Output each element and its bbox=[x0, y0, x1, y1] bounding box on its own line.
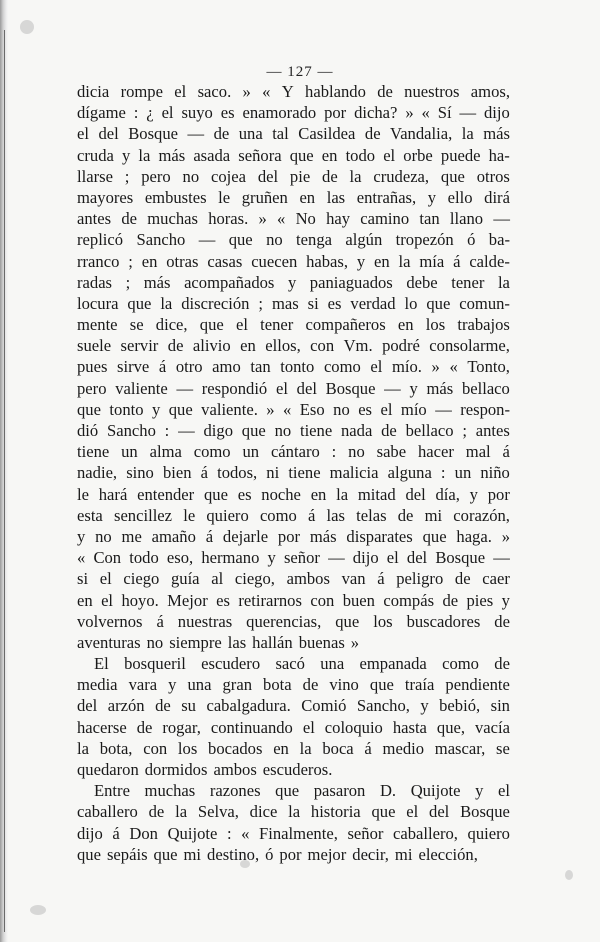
text-line: « Con todo eso, hermano y señor — dijo el del Bosque — bbox=[77, 548, 510, 568]
text-line: la bota, con los bocados en la boca á medio mascar, se bbox=[77, 738, 510, 758]
paragraph bbox=[77, 81, 510, 653]
text-line: volvernos á nuestras querencias, que los buscadores de bbox=[77, 611, 510, 631]
text-line: suele servir de alivio en ellos, con Vm. podré consolarme, bbox=[77, 336, 510, 356]
text-line: replicó Sancho — que no tenga algún tropezón ó ba- bbox=[77, 230, 510, 250]
text-line: que sepáis que mi destino, ó por mejor decir, mi elección, bbox=[77, 844, 478, 864]
text-line: pero valiente — respondió el del Bosque — y más bellaco bbox=[77, 378, 510, 398]
text-line: si el ciego guía al ciego, ambos van á peligro de caer bbox=[77, 569, 510, 589]
text-line: nadie, sino bien á todos, ni tiene malicia alguna : un niño bbox=[77, 463, 510, 483]
body-text bbox=[77, 81, 510, 865]
text-line: del arzón de su cabalgadura. Comió Sancho, y bebió, sin bbox=[77, 696, 510, 716]
paragraph bbox=[77, 653, 510, 780]
text-line: dígame : ¿ el suyo es enamorado por dicha? » « Sí — dijo bbox=[77, 103, 510, 123]
text-line: mayores embustes le gruñen en las entrañas, y ello dirá bbox=[77, 187, 510, 207]
text-line: llarse ; pero no cojea del pie de la crudeza, que otros bbox=[77, 166, 510, 186]
text-line: aventuras no siempre las hallán buenas » bbox=[77, 632, 360, 652]
text-line: esta sencillez le quiero como á las telas de mi corazón, bbox=[77, 505, 510, 525]
text-line: quedaron dormidos ambos escuderos. bbox=[77, 760, 333, 779]
paragraph bbox=[77, 780, 510, 865]
paper-speck bbox=[20, 20, 34, 34]
text-line: rranco ; en otras casas cuecen habas, y en la mía á calde- bbox=[77, 251, 510, 271]
text-line: dicia rompe el saco. » « Y hablando de nuestros amos, bbox=[77, 82, 510, 101]
text-line: locura que la discreción ; mas si es verdad lo que comun- bbox=[77, 293, 510, 313]
text-line: el del Bosque — de una tal Casildea de Vandalia, la más bbox=[77, 124, 510, 144]
text-line: tiene un alma como un cántaro : no sabe hacer mal á bbox=[77, 442, 510, 462]
text-line: El bosqueril escudero sacó una empanada como de bbox=[94, 654, 510, 674]
text-line: Entre muchas razones que pasaron D. Quijote y el bbox=[94, 781, 510, 801]
text-line: dió Sancho : — digo que no tiene nada de bellaco ; antes bbox=[77, 421, 510, 440]
text-line: pues sirve á otro amo tan tonto como el mío. » « Tonto, bbox=[77, 357, 510, 377]
text-line: dijo á Don Quijote : « Finalmente, señor caballero, quiero bbox=[77, 823, 510, 843]
text-line: mente se dice, que el tener compañeros en los trabajos bbox=[77, 315, 510, 335]
text-line: caballero de la Selva, dice la historia que el del Bosque bbox=[77, 802, 510, 822]
text-line: que tonto y que valiente. » « Eso no es el mío — respon- bbox=[77, 399, 510, 419]
text-line: hacerse de rogar, continuando el coloquio hasta que, vacía bbox=[77, 717, 510, 737]
text-line: antes de muchas horas. » « No hay camino tan llano — bbox=[77, 209, 510, 229]
text-line: cruda y la más asada señora que en todo el orbe puede ha- bbox=[77, 145, 510, 165]
text-line: media vara y una gran bota de vino que traía pendiente bbox=[77, 675, 510, 695]
text-line: le hará entender que es noche en la mitad del día, y por bbox=[77, 484, 510, 504]
paper-speck bbox=[565, 870, 573, 880]
binding-line bbox=[4, 30, 5, 932]
text-line: y no me amaño á dejarle por más disparates que haga. » bbox=[77, 526, 510, 546]
page-number: — 127 — bbox=[266, 64, 334, 80]
text-line: radas ; más acompañados y paniaguados debe tener la bbox=[77, 272, 510, 292]
paper-speck bbox=[30, 905, 46, 915]
text-line: en el hoyo. Mejor es retirarnos con buen compás de pies y bbox=[77, 590, 510, 610]
